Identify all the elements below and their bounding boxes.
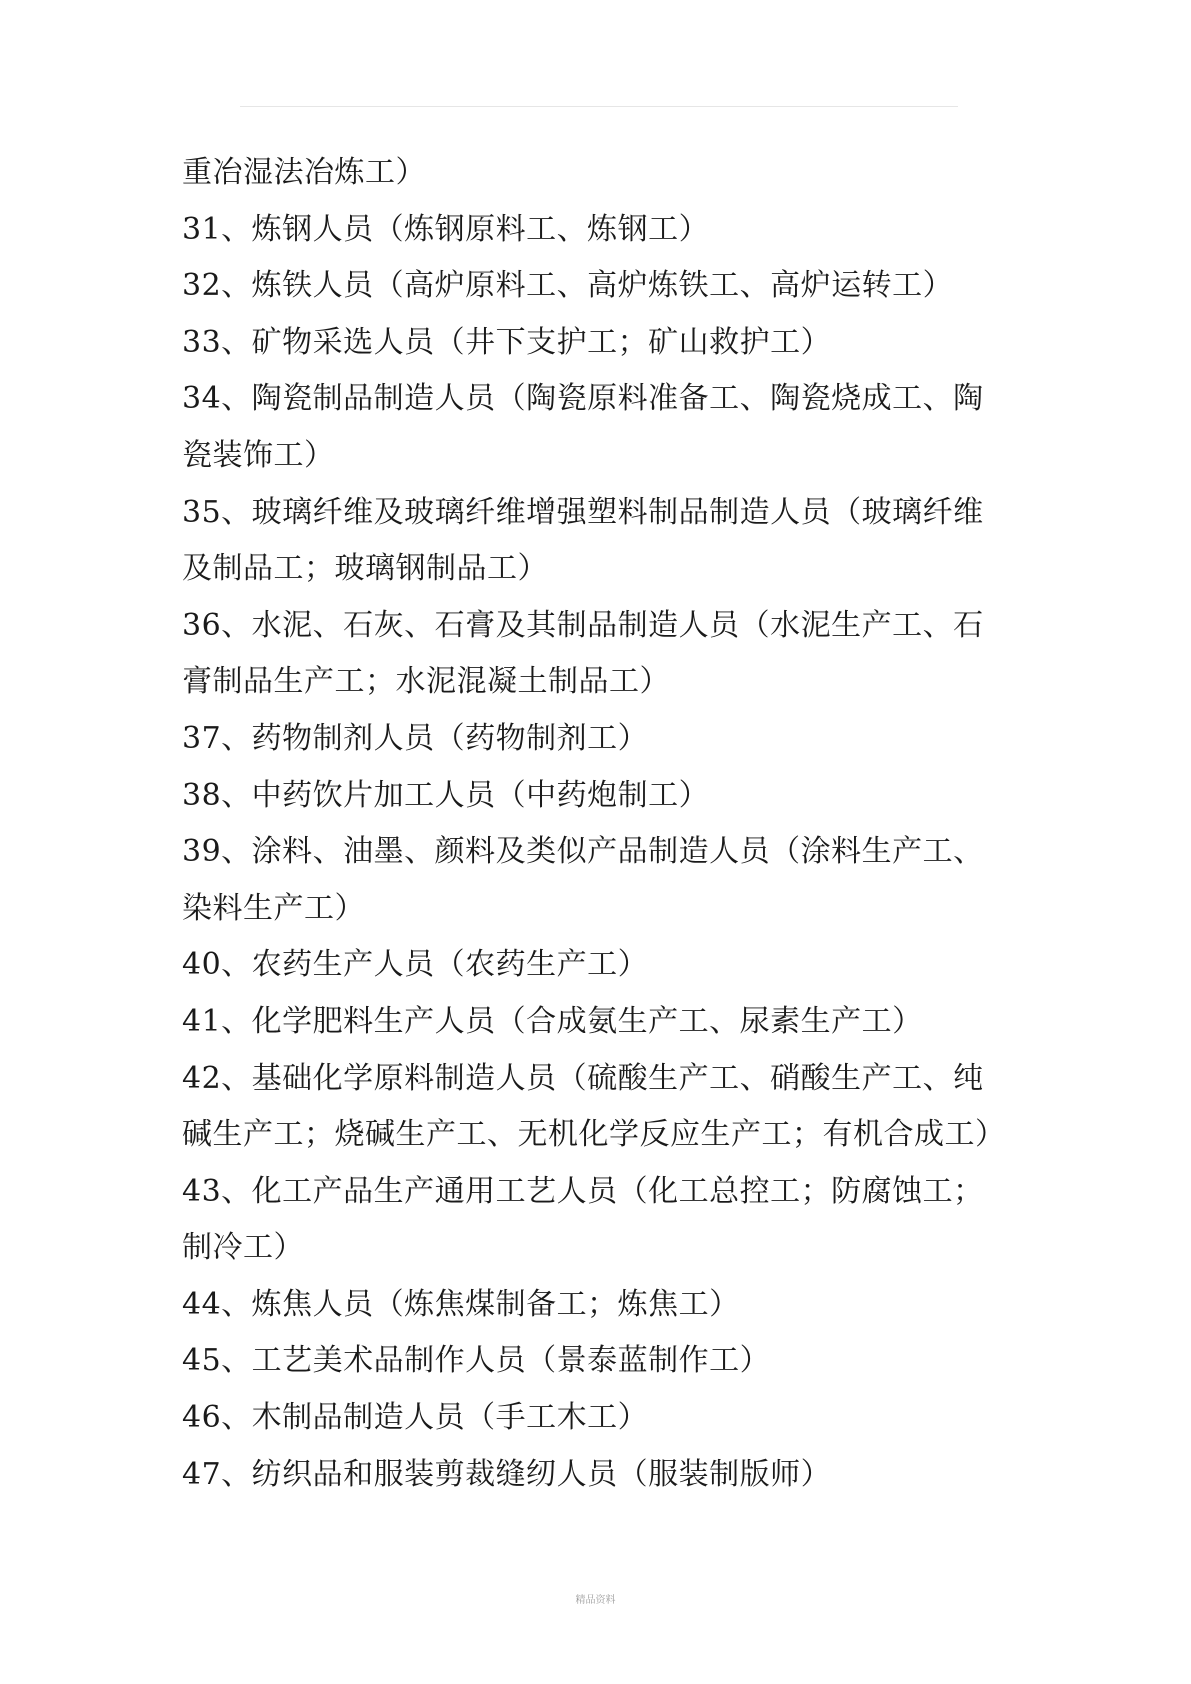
- list-item-45: 45、工艺美术品制作人员（景泰蓝制作工）: [182, 1343, 771, 1379]
- list-item-33: 33、矿物采选人员（井下支护工；矿山救护工）: [182, 324, 832, 360]
- document-body: [182, 145, 1022, 1503]
- list-item-44: 44、炼焦人员（炼焦煤制备工；炼焦工）: [182, 1286, 740, 1322]
- list-item-40: 40、农药生产人员（农药生产工）: [182, 947, 649, 983]
- list-item-31: 31、炼钢人员（炼钢原料工、炼钢工）: [182, 211, 710, 247]
- list-item-43-cont: 制冷工）: [182, 1230, 304, 1266]
- list-item-39-cont: 染料生产工）: [182, 890, 365, 926]
- list-item-37: 37、药物制剂人员（药物制剂工）: [182, 720, 649, 756]
- list-item-39: 39、涂料、油墨、颜料及类似产品制造人员（涂料生产工、: [182, 834, 984, 870]
- list-item-43: 43、化工产品生产通用工艺人员（化工总控工；防腐蚀工；: [182, 1173, 984, 1209]
- list-item-41: 41、化学肥料生产人员（合成氨生产工、尿素生产工）: [182, 1003, 923, 1039]
- list-item-34: 34、陶瓷制品制造人员（陶瓷原料准备工、陶瓷烧成工、陶: [182, 381, 984, 417]
- header-divider: [240, 106, 958, 107]
- list-item-35-cont: 及制品工；玻璃钢制品工）: [182, 551, 548, 587]
- list-item-36-cont: 膏制品生产工；水泥混凝土制品工）: [182, 664, 670, 700]
- list-item-42-cont: 碱生产工；烧碱生产工、无机化学反应生产工；有机合成工）: [182, 1117, 1006, 1153]
- list-item-32: 32、炼铁人员（高炉原料工、高炉炼铁工、高炉运转工）: [182, 268, 954, 304]
- list-item-36: 36、水泥、石灰、石膏及其制品制造人员（水泥生产工、石: [182, 607, 984, 643]
- list-item-35: 35、玻璃纤维及玻璃纤维增强塑料制品制造人员（玻璃纤维: [182, 494, 984, 530]
- list-item-47: 47、纺织品和服装剪裁缝纫人员（服装制版师）: [182, 1456, 832, 1492]
- list-item-46: 46、木制品制造人员（手工木工）: [182, 1400, 649, 1436]
- page-footer: 精品资料: [575, 1595, 616, 1606]
- list-item-38: 38、中药饮片加工人员（中药炮制工）: [182, 777, 710, 813]
- list-item-34-cont: 瓷装饰工）: [182, 437, 335, 473]
- text-line: 重冶湿法冶炼工）: [182, 155, 426, 190]
- list-item-42: 42、基础化学原料制造人员（硫酸生产工、硝酸生产工、纯: [182, 1060, 984, 1096]
